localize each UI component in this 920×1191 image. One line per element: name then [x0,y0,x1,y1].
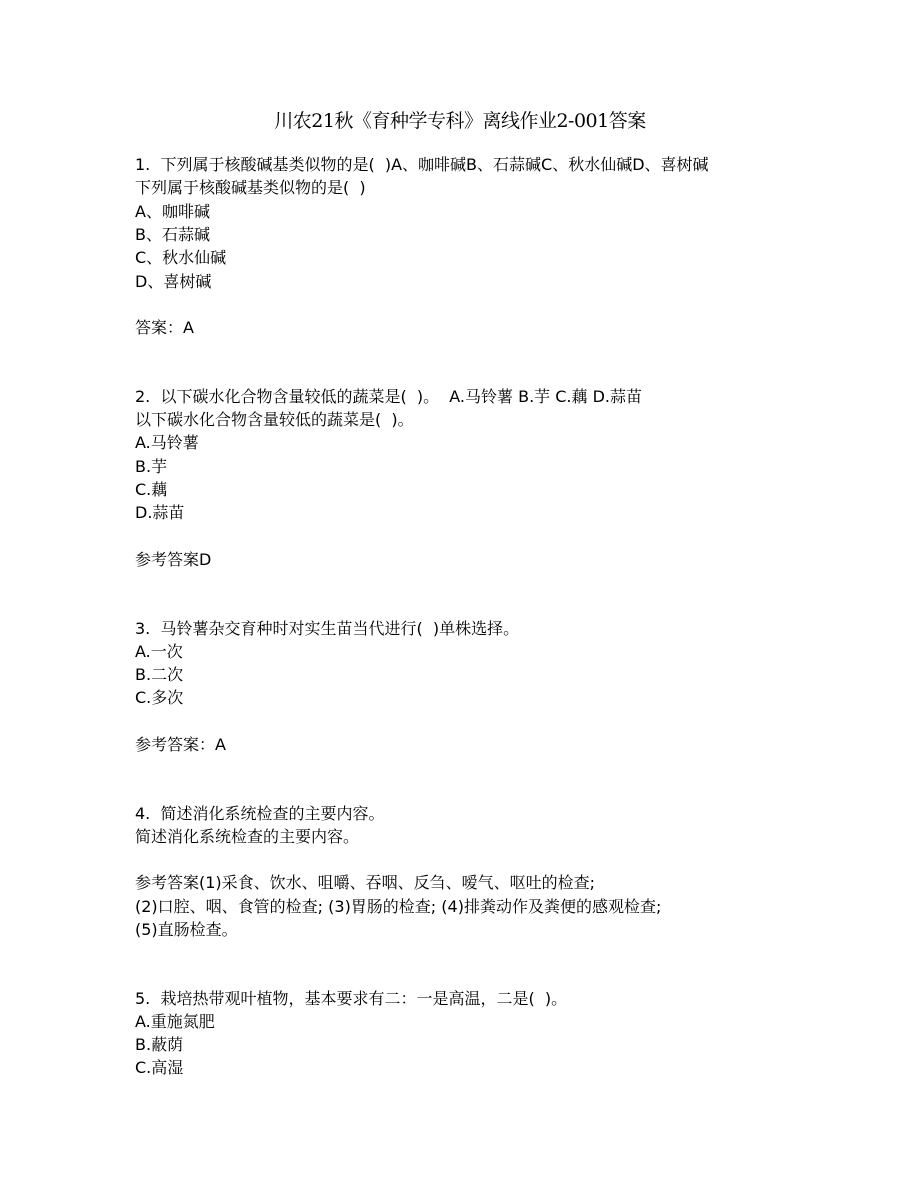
question-5-option-c: C.高湿 [135,1058,184,1077]
question-1-header: 1. 下列属于核酸碱基类似物的是( )A、咖啡碱B、石蒜碱C、秋水仙碱D、喜树碱 [135,155,709,174]
question-4-answer-line-1: 参考答案(1)采食、饮水、咀嚼、吞咽、反刍、嗳气、呕吐的检查; [135,873,596,892]
question-2-answer: 参考答案D [135,550,212,569]
question-1-option-d: D、喜树碱 [135,272,212,291]
question-5-option-a: A.重施氮肥 [135,1012,215,1031]
question-3-option-c: C.多次 [135,688,184,707]
question-4-answer-line-3: (5)直肠检查。 [135,920,238,939]
question-5-header: 5. 栽培热带观叶植物，基本要求有二：一是高温，二是( )。 [135,989,568,1008]
question-3-header: 3. 马铃薯杂交育种时对实生苗当代进行( )单株选择。 [135,619,520,638]
question-2-option-d: D.蒜苗 [135,503,185,522]
question-2-option-a: A.马铃薯 [135,433,199,452]
question-1-stem: 下列属于核酸碱基类似物的是( ) [135,178,366,197]
question-2-option-b: B.芋 [135,457,168,476]
question-1-option-b: B、石蒜碱 [135,225,210,244]
question-3-option-b: B.二次 [135,665,184,684]
question-4-answer-line-2: (2)口腔、咽、食管的检查; (3)胃肠的检查; (4)排粪动作及粪便的感观检查; [135,897,662,916]
question-2-stem: 以下碳水化合物含量较低的蔬菜是( )。 [135,410,414,429]
question-2-header: 2. 以下碳水化合物含量较低的蔬菜是( )。 A.马铃薯 B.芋 C.藕 D.蒜苗 [135,387,643,406]
question-5-option-b: B.蔽荫 [135,1035,184,1054]
document-title: 川农21秋《育种学专科》离线作业2-001答案 [274,110,646,132]
question-2-option-c: C.藕 [135,480,168,499]
question-3-option-a: A.一次 [135,642,183,661]
question-3-answer: 参考答案：A [135,735,226,754]
question-1-option-a: A、咖啡碱 [135,202,210,221]
question-4-stem: 简述消化系统检查的主要内容。 [135,827,360,846]
question-1-option-c: C、秋水仙碱 [135,248,227,267]
question-1-answer: 答案：A [135,318,194,337]
question-4-header: 4. 简述消化系统检查的主要内容。 [135,804,385,823]
